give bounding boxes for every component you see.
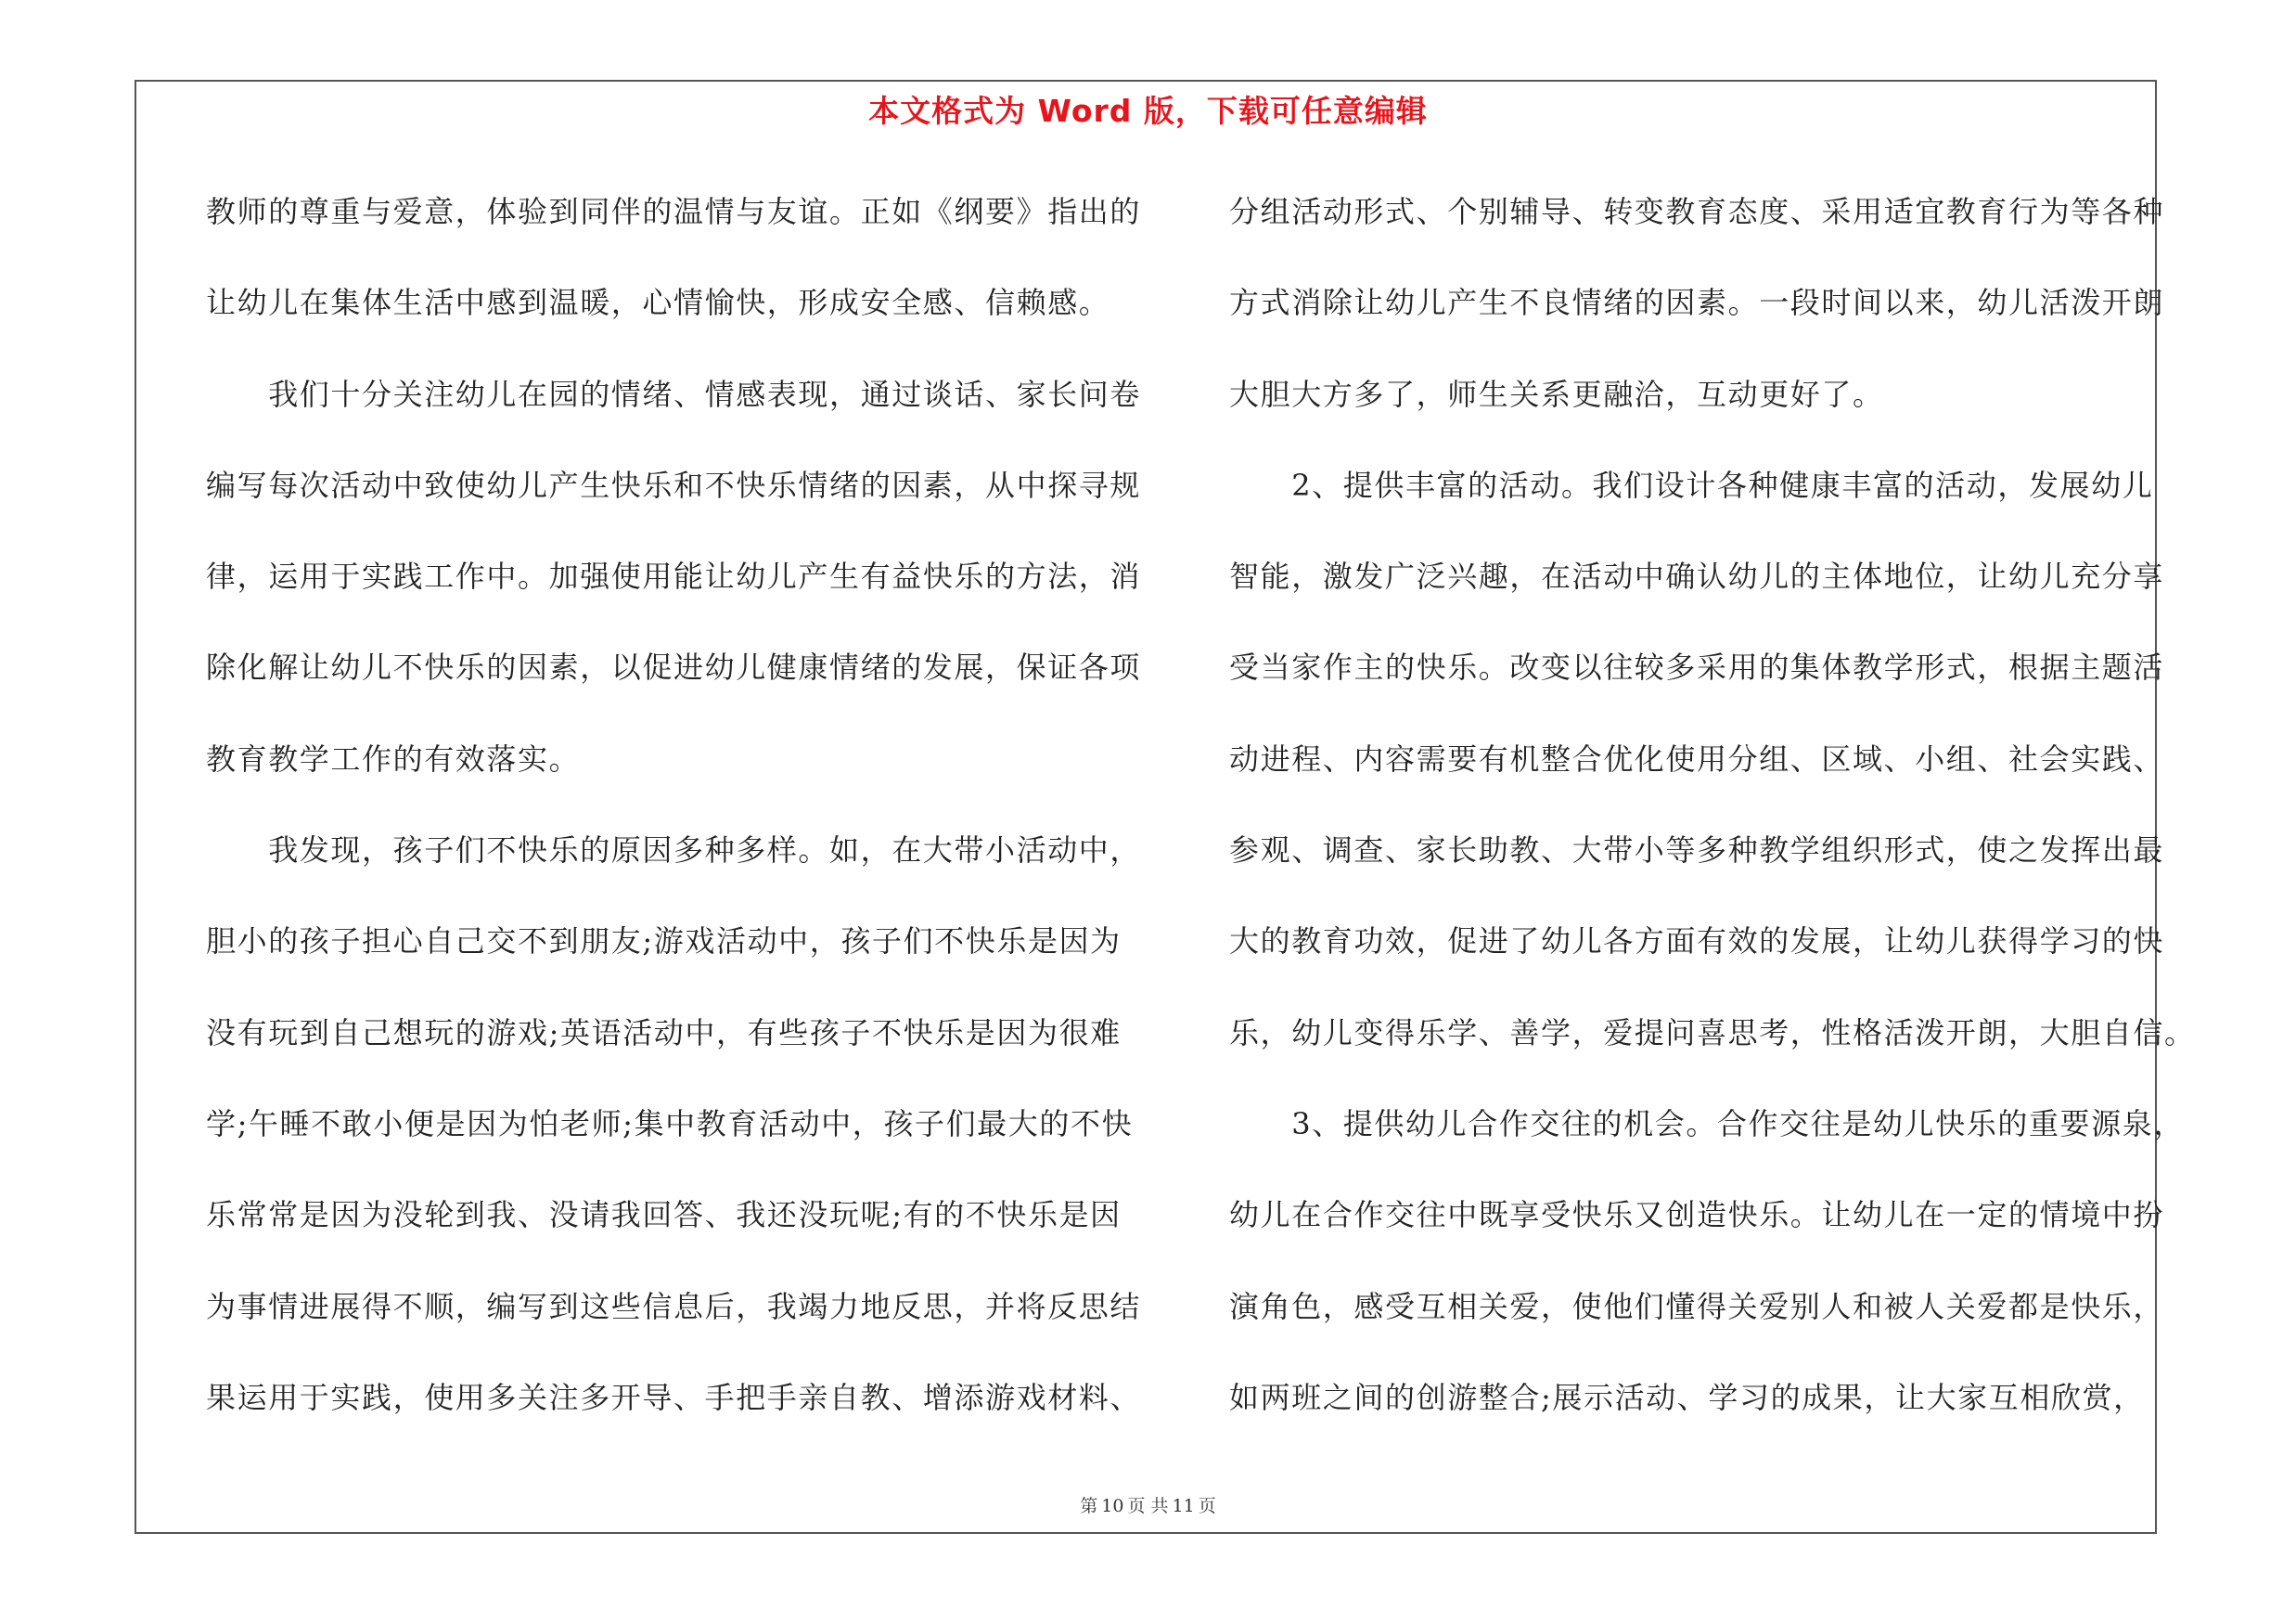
text-line: 学;午睡不敢小便是因为怕老师;集中教育活动中，孩子们最大的不快	[206, 1105, 1134, 1141]
text-line: 方式消除让幼儿产生不良情绪的因素。一段时间以来，幼儿活泼开朗	[1229, 285, 2165, 321]
text-line: 除化解让幼儿不快乐的因素，以促进幼儿健康情绪的发展，保证各项	[206, 650, 1142, 686]
text-line: 智能，激发广泛兴趣，在活动中确认幼儿的主体地位，让幼儿充分享	[1229, 559, 2165, 595]
total-page-count: 11	[1172, 1496, 1195, 1516]
footer-prefix: 第	[1080, 1496, 1098, 1516]
text-line: 教育教学工作的有效落实。	[206, 741, 581, 777]
footer-middle: 页 共	[1127, 1496, 1169, 1516]
text-line: 没有玩到自己想玩的游戏;英语活动中，有些孩子不快乐是因为很难	[206, 1014, 1122, 1050]
text-line: 分组活动形式、个别辅导、转变教育态度、采用适宜教育行为等各种	[1229, 194, 2165, 229]
text-line: 大的教育功效，促进了幼儿各方面有效的发展，让幼儿获得学习的快	[1229, 923, 2165, 960]
text-line: 如两班之间的创游整合;展示活动、学习的成果，让大家互相欣赏，	[1229, 1379, 2145, 1415]
text-line: 教师的尊重与爱意，体验到同伴的温情与友谊。正如《纲要》指出的	[206, 194, 1142, 229]
text-line: 动进程、内容需要有机整合优化使用分组、区域、小组、社会实践、	[1229, 741, 2165, 777]
page-footer	[0, 1492, 2296, 1517]
text-line: 参观、调查、家长助教、大带小等多种教学组织形式，使之发挥出最	[1229, 832, 2165, 869]
text-line: 演角色，感受互相关爱，使他们懂得关爱别人和被人关爱都是快乐，	[1229, 1288, 2165, 1324]
text-line: 让幼儿在集体生活中感到温暖，心情愉快，形成安全感、信赖感。	[206, 285, 1110, 321]
text-line: 果运用于实践，使用多关注多开导、手把手亲自教、增添游戏材料、	[206, 1379, 1142, 1415]
left-text-column	[206, 184, 1142, 1461]
header-banner: 本文格式为 Word 版，下载可任意编辑	[868, 93, 1428, 129]
text-line: 乐，幼儿变得乐学、善学，爱提问喜思考，性格活泼开朗，大胆自信。	[1229, 1014, 2196, 1050]
text-line: 幼儿在合作交往中既享受快乐又创造快乐。让幼儿在一定的情境中扮	[1229, 1197, 2165, 1233]
text-line: 大胆大方多了，师生关系更融洽，互动更好了。	[1229, 376, 1884, 412]
text-line: 乐常常是因为没轮到我、没请我回答、我还没玩呢;有的不快乐是因	[206, 1197, 1122, 1233]
current-page-number: 10	[1101, 1496, 1124, 1516]
text-line: 编写每次活动中致使幼儿产生快乐和不快乐情绪的因素，从中探寻规	[206, 467, 1142, 503]
text-line: 胆小的孩子担心自己交不到朋友;游戏活动中，孩子们不快乐是因为	[206, 923, 1122, 960]
text-line: 2、提供丰富的活动。我们设计各种健康丰富的活动，发展幼儿	[1229, 467, 2154, 503]
footer-suffix: 页	[1198, 1496, 1216, 1516]
text-line: 我们十分关注幼儿在园的情绪、情感表现，通过谈话、家长问卷	[206, 376, 1142, 412]
text-line: 为事情进展得不顺，编写到这些信息后，我竭力地反思，并将反思结	[206, 1288, 1142, 1324]
right-text-column	[1229, 184, 2196, 1461]
text-line: 律，运用于实践工作中。加强使用能让幼儿产生有益快乐的方法，消	[206, 559, 1142, 595]
text-line: 3、提供幼儿合作交往的机会。合作交往是幼儿快乐的重要源泉，	[1229, 1105, 2185, 1141]
text-line: 受当家作主的快乐。改变以往较多采用的集体教学形式，根据主题活	[1229, 650, 2165, 686]
text-line: 我发现，孩子们不快乐的原因多种多样。如，在大带小活动中，	[206, 832, 1142, 869]
